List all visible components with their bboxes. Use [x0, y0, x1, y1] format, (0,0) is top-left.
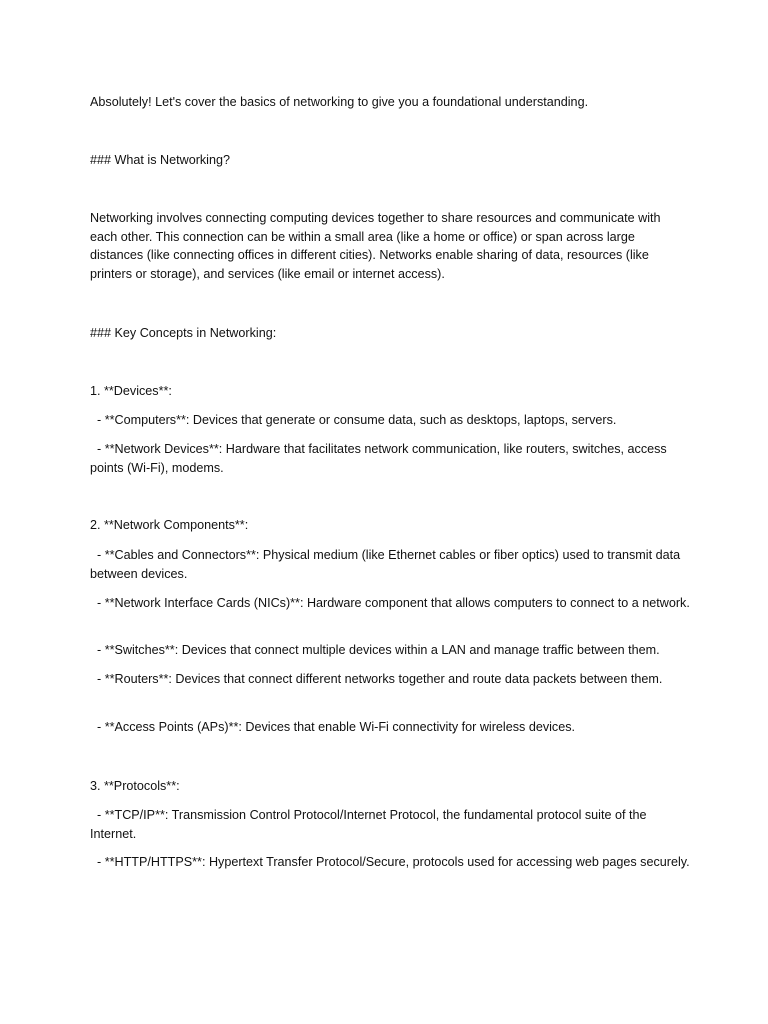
list-item-tcp-ip: - **TCP/IP**: Transmission Control Protocol/Internet Protocol, the fundamental protocol suite of the Internet. [90, 808, 650, 841]
list-item-network-devices: - **Network Devices**: Hardware that facilitates network communication, like routers, switches, access points (Wi-Fi), modems. [90, 442, 671, 475]
list-item-routers: - **Routers**: Devices that connect different networks together and route data packets between them. [90, 672, 663, 686]
list-item-http-https: - **HTTP/HTTPS**: Hypertext Transfer Protocol/Secure, protocols used for accessing web pages securely. [90, 855, 690, 869]
list-item-cables-connectors: - **Cables and Connectors**: Physical medium (like Ethernet cables or fiber optics) used to transmit data between devices. [90, 548, 684, 581]
list-item-nics: - **Network Interface Cards (NICs)**: Hardware component that allows computers to connect to a network. [90, 596, 690, 610]
section-heading-devices: 1. **Devices**: [90, 384, 172, 398]
networking-definition-paragraph: Networking involves connecting computing devices together to share resources and communicate with each other. This connection can be within a small area (like a home or office) or span across large distances (like connecting offices in different cities). Networks enable sharing of data, resources (like printers or storage), and services (like email or internet access). [90, 211, 661, 281]
intro-paragraph: Absolutely! Let's cover the basics of networking to give you a foundational understanding. [90, 95, 589, 109]
section-heading-protocols: 3. **Protocols**: [90, 779, 180, 793]
section-heading-network-components: 2. **Network Components**: [90, 518, 249, 532]
list-item-access-points: - **Access Points (APs)**: Devices that enable Wi-Fi connectivity for wireless devices. [90, 720, 576, 734]
heading-what-is-networking: ### What is Networking? [90, 153, 230, 167]
list-item-computers: - **Computers**: Devices that generate or consume data, such as desktops, laptops, servers. [90, 413, 617, 427]
list-item-switches: - **Switches**: Devices that connect multiple devices within a LAN and manage traffic between them. [90, 643, 660, 657]
heading-key-concepts: ### Key Concepts in Networking: [90, 326, 277, 340]
